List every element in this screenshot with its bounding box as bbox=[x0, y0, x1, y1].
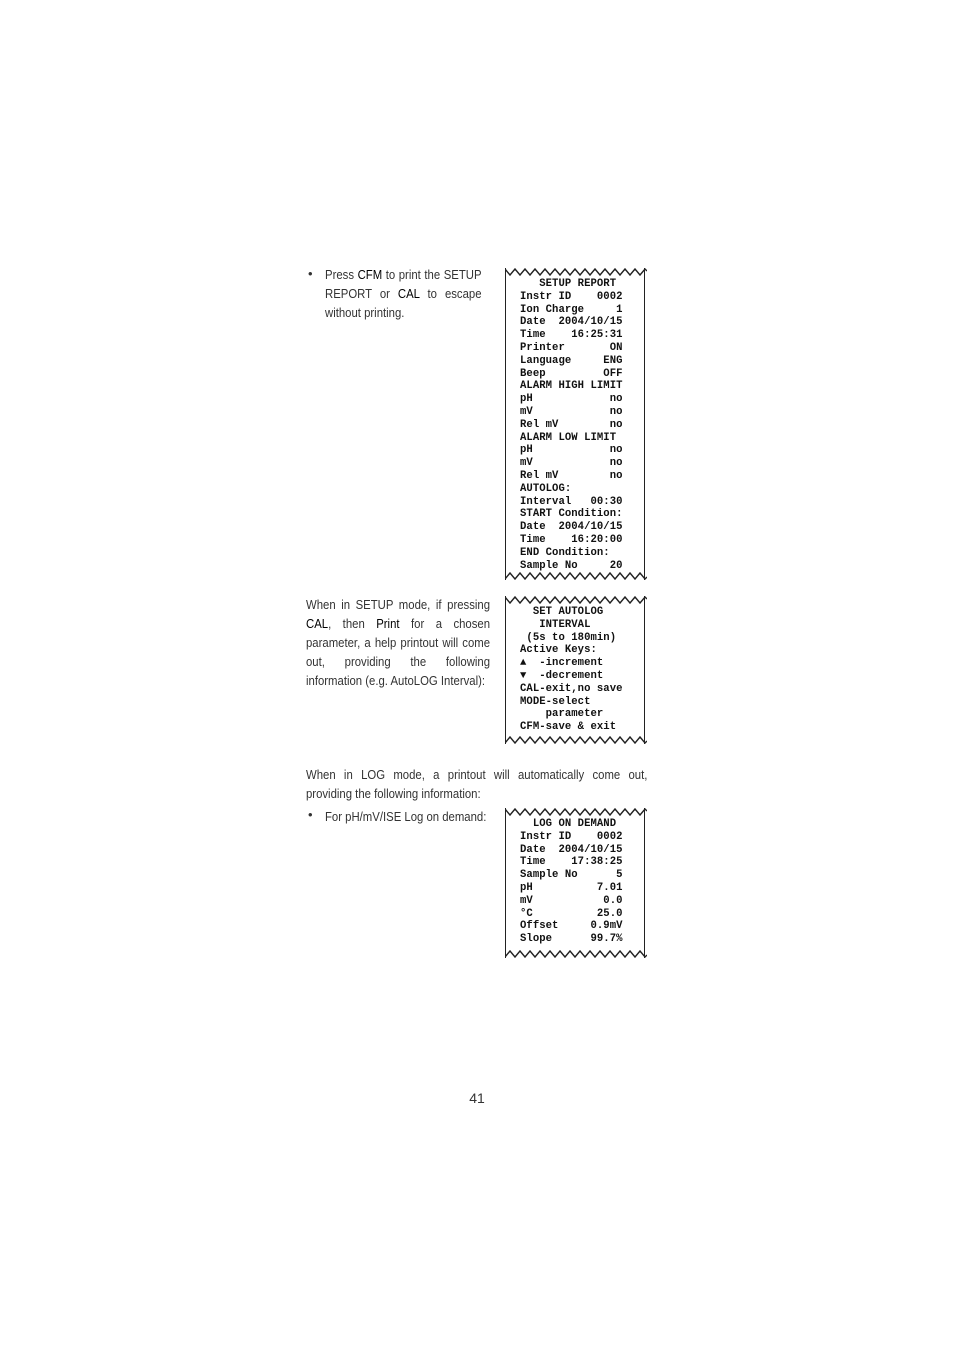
printout-line: Date 2004/10/15 bbox=[520, 316, 623, 329]
printout-line: Beep OFF bbox=[520, 367, 623, 380]
printout-line: SETUP REPORT bbox=[520, 278, 617, 290]
printout-line: Rel mV no bbox=[520, 418, 623, 431]
printout-line: Time 16:20:00 bbox=[520, 533, 623, 546]
printout-line: Sample No 20 bbox=[520, 559, 623, 572]
printout-line: Instr ID 0002 bbox=[520, 290, 623, 303]
printout-line: Instr ID 0002 bbox=[520, 830, 623, 843]
torn-edge-bottom bbox=[505, 735, 647, 745]
printout-line: Sample No 5 bbox=[520, 869, 623, 882]
printout-line: Rel mV no bbox=[520, 469, 623, 482]
printout-line: START Condition: bbox=[520, 508, 623, 521]
log-on-demand-printout bbox=[505, 808, 645, 958]
printout-line: SET AUTOLOG bbox=[520, 606, 604, 618]
printout-line: ▼ -decrement bbox=[520, 669, 604, 682]
printout-line: CAL-exit,no save bbox=[520, 682, 623, 695]
printout-line: mV no bbox=[520, 405, 623, 418]
printout-line: INTERVAL bbox=[520, 618, 591, 631]
torn-edge-top bbox=[505, 595, 647, 605]
printout-line: Date 2004/10/15 bbox=[520, 843, 623, 856]
setup-report-lines bbox=[506, 278, 644, 572]
printout-line: pH no bbox=[520, 444, 623, 457]
page-number: 41 bbox=[469, 1090, 485, 1106]
printout-line: parameter bbox=[520, 708, 604, 721]
instruction-text: When in SETUP mode, if pressing bbox=[306, 597, 491, 612]
torn-edge-top bbox=[505, 267, 647, 277]
printout-line: ALARM LOW LIMIT bbox=[520, 431, 617, 444]
printout-line: Slope 99.7% bbox=[520, 933, 623, 946]
cfm-key-label: CFM bbox=[357, 267, 383, 282]
printout-line: Time 17:38:25 bbox=[520, 856, 623, 869]
autolog-help-printout bbox=[505, 596, 645, 744]
printout-line: AUTOLOG: bbox=[520, 482, 572, 495]
printout-line: Active Keys: bbox=[520, 644, 597, 657]
print-key-label: Print bbox=[376, 616, 400, 631]
instruction-text: to escape without printing. bbox=[325, 286, 482, 320]
bullet-marker: • bbox=[308, 807, 313, 822]
setup-report-instruction bbox=[325, 265, 482, 322]
printout-line: Offset 0.9mV bbox=[520, 920, 623, 933]
printout-line: pH no bbox=[520, 393, 623, 406]
printout-line: CFM-save & exit bbox=[520, 721, 617, 734]
instruction-text: for a chosen parameter, a help printout will come out, providing the following information (e.g. AutoLOG Interval): bbox=[306, 616, 491, 688]
instruction-text: , then bbox=[328, 616, 377, 631]
log-mode-instruction: When in LOG mode, a printout will automatically come out, providing the following information: bbox=[306, 767, 648, 801]
printout-line: °C 25.0 bbox=[520, 907, 623, 920]
printout-line: Printer ON bbox=[520, 341, 623, 354]
instruction-text: to print the SETUP REPORT or bbox=[325, 267, 482, 301]
printout-line: (5s to 180min) bbox=[520, 631, 617, 644]
cal-key-label: CAL bbox=[397, 286, 420, 301]
printout-line: Interval 00:30 bbox=[520, 495, 623, 508]
torn-edge-bottom bbox=[505, 571, 647, 581]
printout-line: END Condition: bbox=[520, 546, 610, 559]
autolog-help-lines bbox=[506, 606, 644, 734]
printout-line: Ion Charge 1 bbox=[520, 303, 623, 316]
log-on-demand-label: For pH/mV/ISE Log on demand: bbox=[325, 809, 487, 824]
printout-line: mV 0.0 bbox=[520, 894, 623, 907]
torn-edge-bottom bbox=[505, 949, 647, 959]
printout-line: Language ENG bbox=[520, 354, 623, 367]
instruction-text: Press bbox=[325, 267, 358, 282]
setup-report-printout bbox=[505, 268, 645, 580]
printout-line: Date 2004/10/15 bbox=[520, 521, 623, 534]
torn-edge-top bbox=[505, 807, 647, 817]
bullet-marker: • bbox=[308, 266, 313, 281]
log-on-demand-lines bbox=[506, 818, 644, 946]
printout-line: ▲ -increment bbox=[520, 657, 604, 670]
printout-line: ALARM HIGH LIMIT bbox=[520, 380, 623, 393]
setup-help-instruction bbox=[306, 595, 490, 690]
printout-line: Time 16:25:31 bbox=[520, 329, 623, 342]
printout-line: mV no bbox=[520, 457, 623, 470]
printout-line: MODE-select bbox=[520, 695, 591, 708]
printout-line: LOG ON DEMAND bbox=[520, 818, 617, 830]
printout-line: pH 7.01 bbox=[520, 881, 623, 894]
cal-key-label: CAL bbox=[306, 616, 329, 631]
